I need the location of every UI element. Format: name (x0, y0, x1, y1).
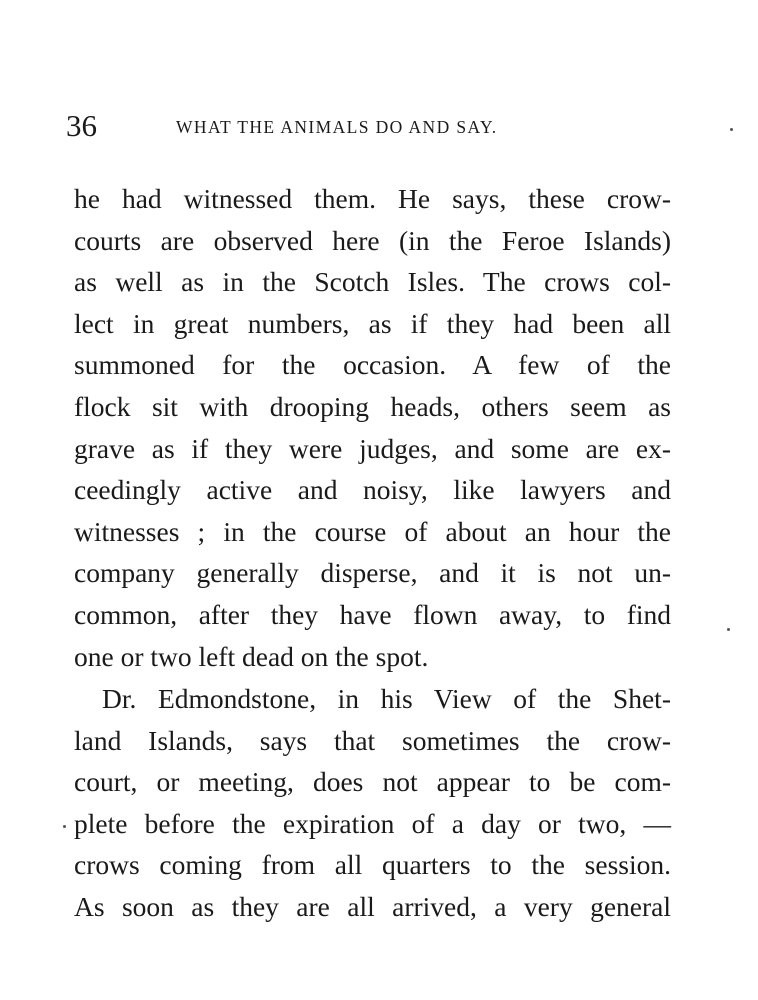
text-line: grave as if they were judges, and some are ex- (74, 432, 671, 464)
text-line: summoned for the occasion. A few of the (74, 349, 671, 381)
text-line: crows coming from all quarters to the session. (74, 849, 671, 881)
text-line: he had witnessed them. He says, these crow- (74, 183, 671, 214)
text-line: as well as in the Scotch Isles. The crows col- (74, 266, 671, 298)
text-line: flock sit with drooping heads, others seem as (74, 390, 671, 422)
paragraph-1 (74, 178, 671, 677)
text-line: company generally disperse, and it is not un- (74, 557, 671, 589)
text-line: lect in great numbers, as if they had been all (74, 307, 671, 339)
text-line: courts are observed here (in the Feroe Islands) (74, 224, 671, 256)
text-line: plete before the expiration of a day or two, — (74, 807, 671, 839)
text-line: court, or meeting, does not appear to be com- (74, 766, 671, 798)
running-head (66, 106, 676, 146)
text-line: ceedingly active and noisy, like lawyers and (74, 474, 671, 506)
text-line: As soon as they are all arrived, a very general (74, 890, 671, 922)
text-line: Dr. Edmondstone, in his View of the Shet- (102, 683, 671, 714)
paper-speck (730, 128, 733, 131)
text-line: one or two left dead on the spot. (74, 640, 429, 672)
running-title: WHAT THE ANIMALS DO AND SAY. (176, 117, 498, 137)
page-number: 36 (66, 108, 97, 143)
paragraph-2 (74, 678, 671, 928)
paper-speck (727, 628, 730, 631)
text-line: witnesses ; in the course of about an hour the (74, 515, 671, 547)
text-line: land Islands, says that sometimes the crow- (74, 724, 671, 756)
paper-speck (63, 825, 66, 828)
text-line: common, after they have flown away, to find (74, 598, 671, 630)
